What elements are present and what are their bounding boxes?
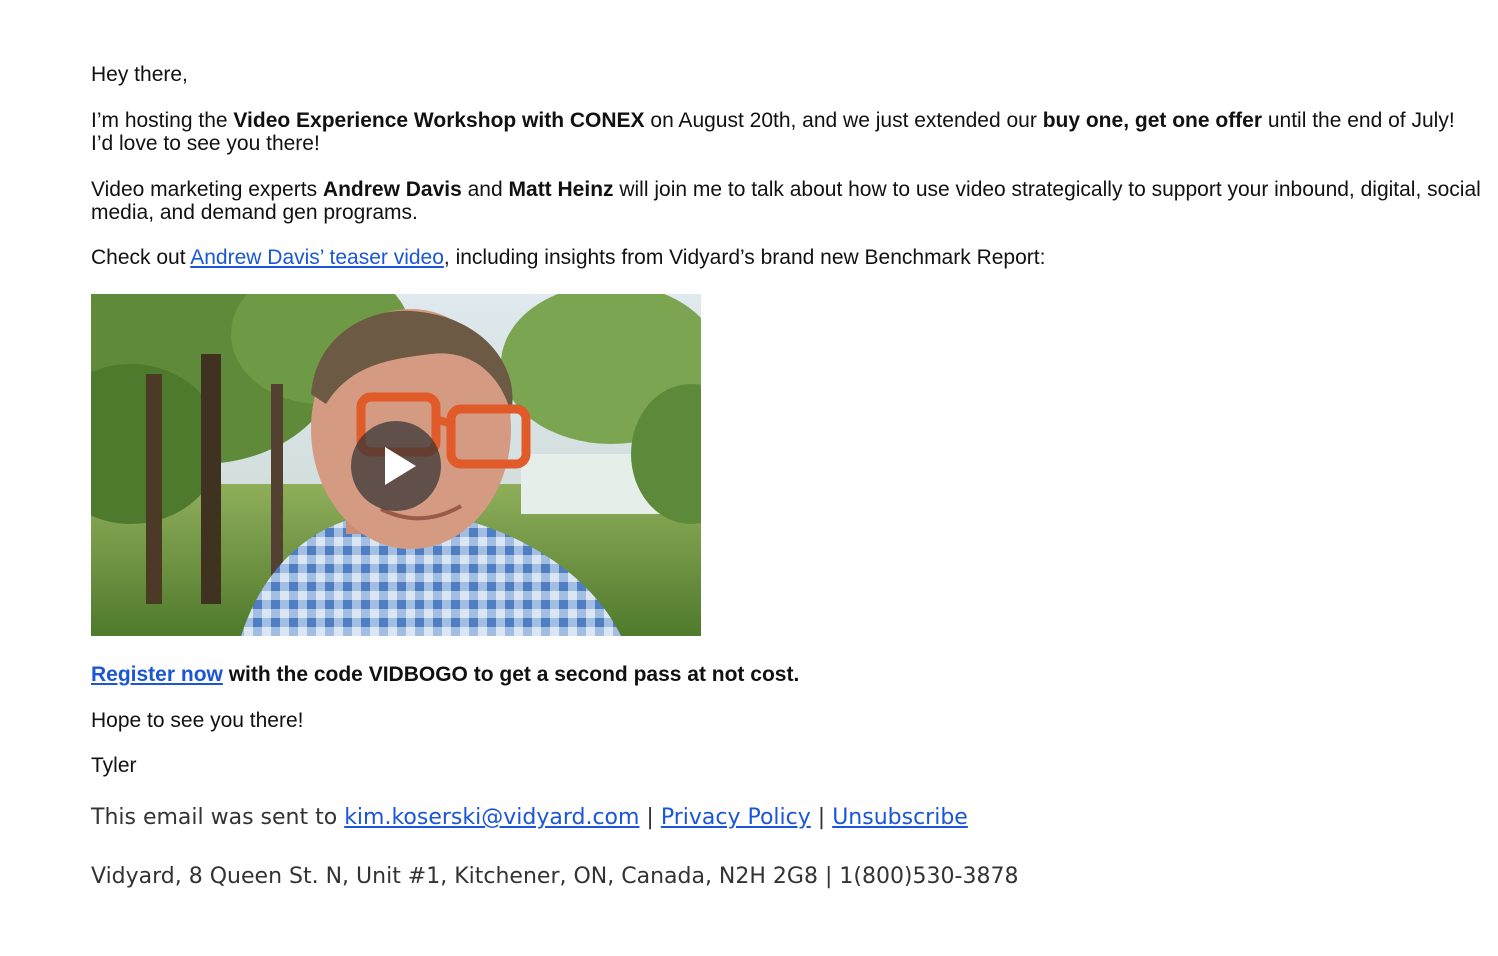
para2-text-2: and — [461, 178, 509, 201]
register-cta-text: with the code VIDBOGO to get a second pass at not cost. — [222, 663, 800, 686]
teaser-paragraph — [91, 246, 1481, 269]
para1-text-2: on August 20th, and we just extended our — [644, 109, 1043, 132]
offer-name: buy one, get one offer — [1042, 109, 1263, 132]
workshop-paragraph — [91, 109, 1481, 155]
recipient-email-link[interactable]: kim.koserski@vidyard.com — [344, 805, 640, 830]
register-cta — [91, 663, 799, 686]
para3-text-2: , including insights from Vidyard’s brand new Benchmark Report: — [443, 246, 1046, 269]
signature-text: Tyler — [91, 754, 137, 777]
experts-paragraph — [91, 178, 1481, 224]
para1-text-1: I’m hosting the — [91, 109, 234, 132]
para2-text-3: will join me to talk about how to use video strategically to support your inbound, digital, social media, and demand gen programs. — [91, 178, 1481, 224]
footer-separator: | — [639, 805, 661, 830]
closing-text: Hope to see you there! — [91, 709, 304, 732]
para2-text-1: Video marketing experts — [91, 178, 323, 201]
greeting-text: Hey there, — [91, 63, 188, 86]
footer-sent-to-text: This email was sent to — [91, 805, 345, 830]
privacy-policy-link[interactable]: Privacy Policy — [660, 805, 811, 830]
expert-matt-heinz: Matt Heinz — [508, 178, 614, 201]
expert-andrew-davis: Andrew Davis — [322, 178, 462, 201]
para3-text-1: Check out — [91, 246, 191, 269]
footer-links — [91, 805, 968, 830]
footer-address: Vidyard, 8 Queen St. N, Unit #1, Kitchener, ON, Canada, N2H 2G8 | 1(800)530-3878 — [91, 864, 1019, 889]
play-icon[interactable] — [350, 420, 442, 512]
unsubscribe-link[interactable]: Unsubscribe — [832, 805, 968, 830]
para1-text-3: until the end of July! I’d love to see you there! — [91, 109, 1455, 155]
video-thumbnail[interactable] — [91, 294, 701, 636]
teaser-video-link[interactable]: Andrew Davis’ teaser video — [190, 246, 444, 269]
register-now-link[interactable]: Register now — [91, 663, 223, 686]
workshop-name: Video Experience Workshop with CONEX — [233, 109, 645, 132]
footer-separator: | — [810, 805, 833, 830]
